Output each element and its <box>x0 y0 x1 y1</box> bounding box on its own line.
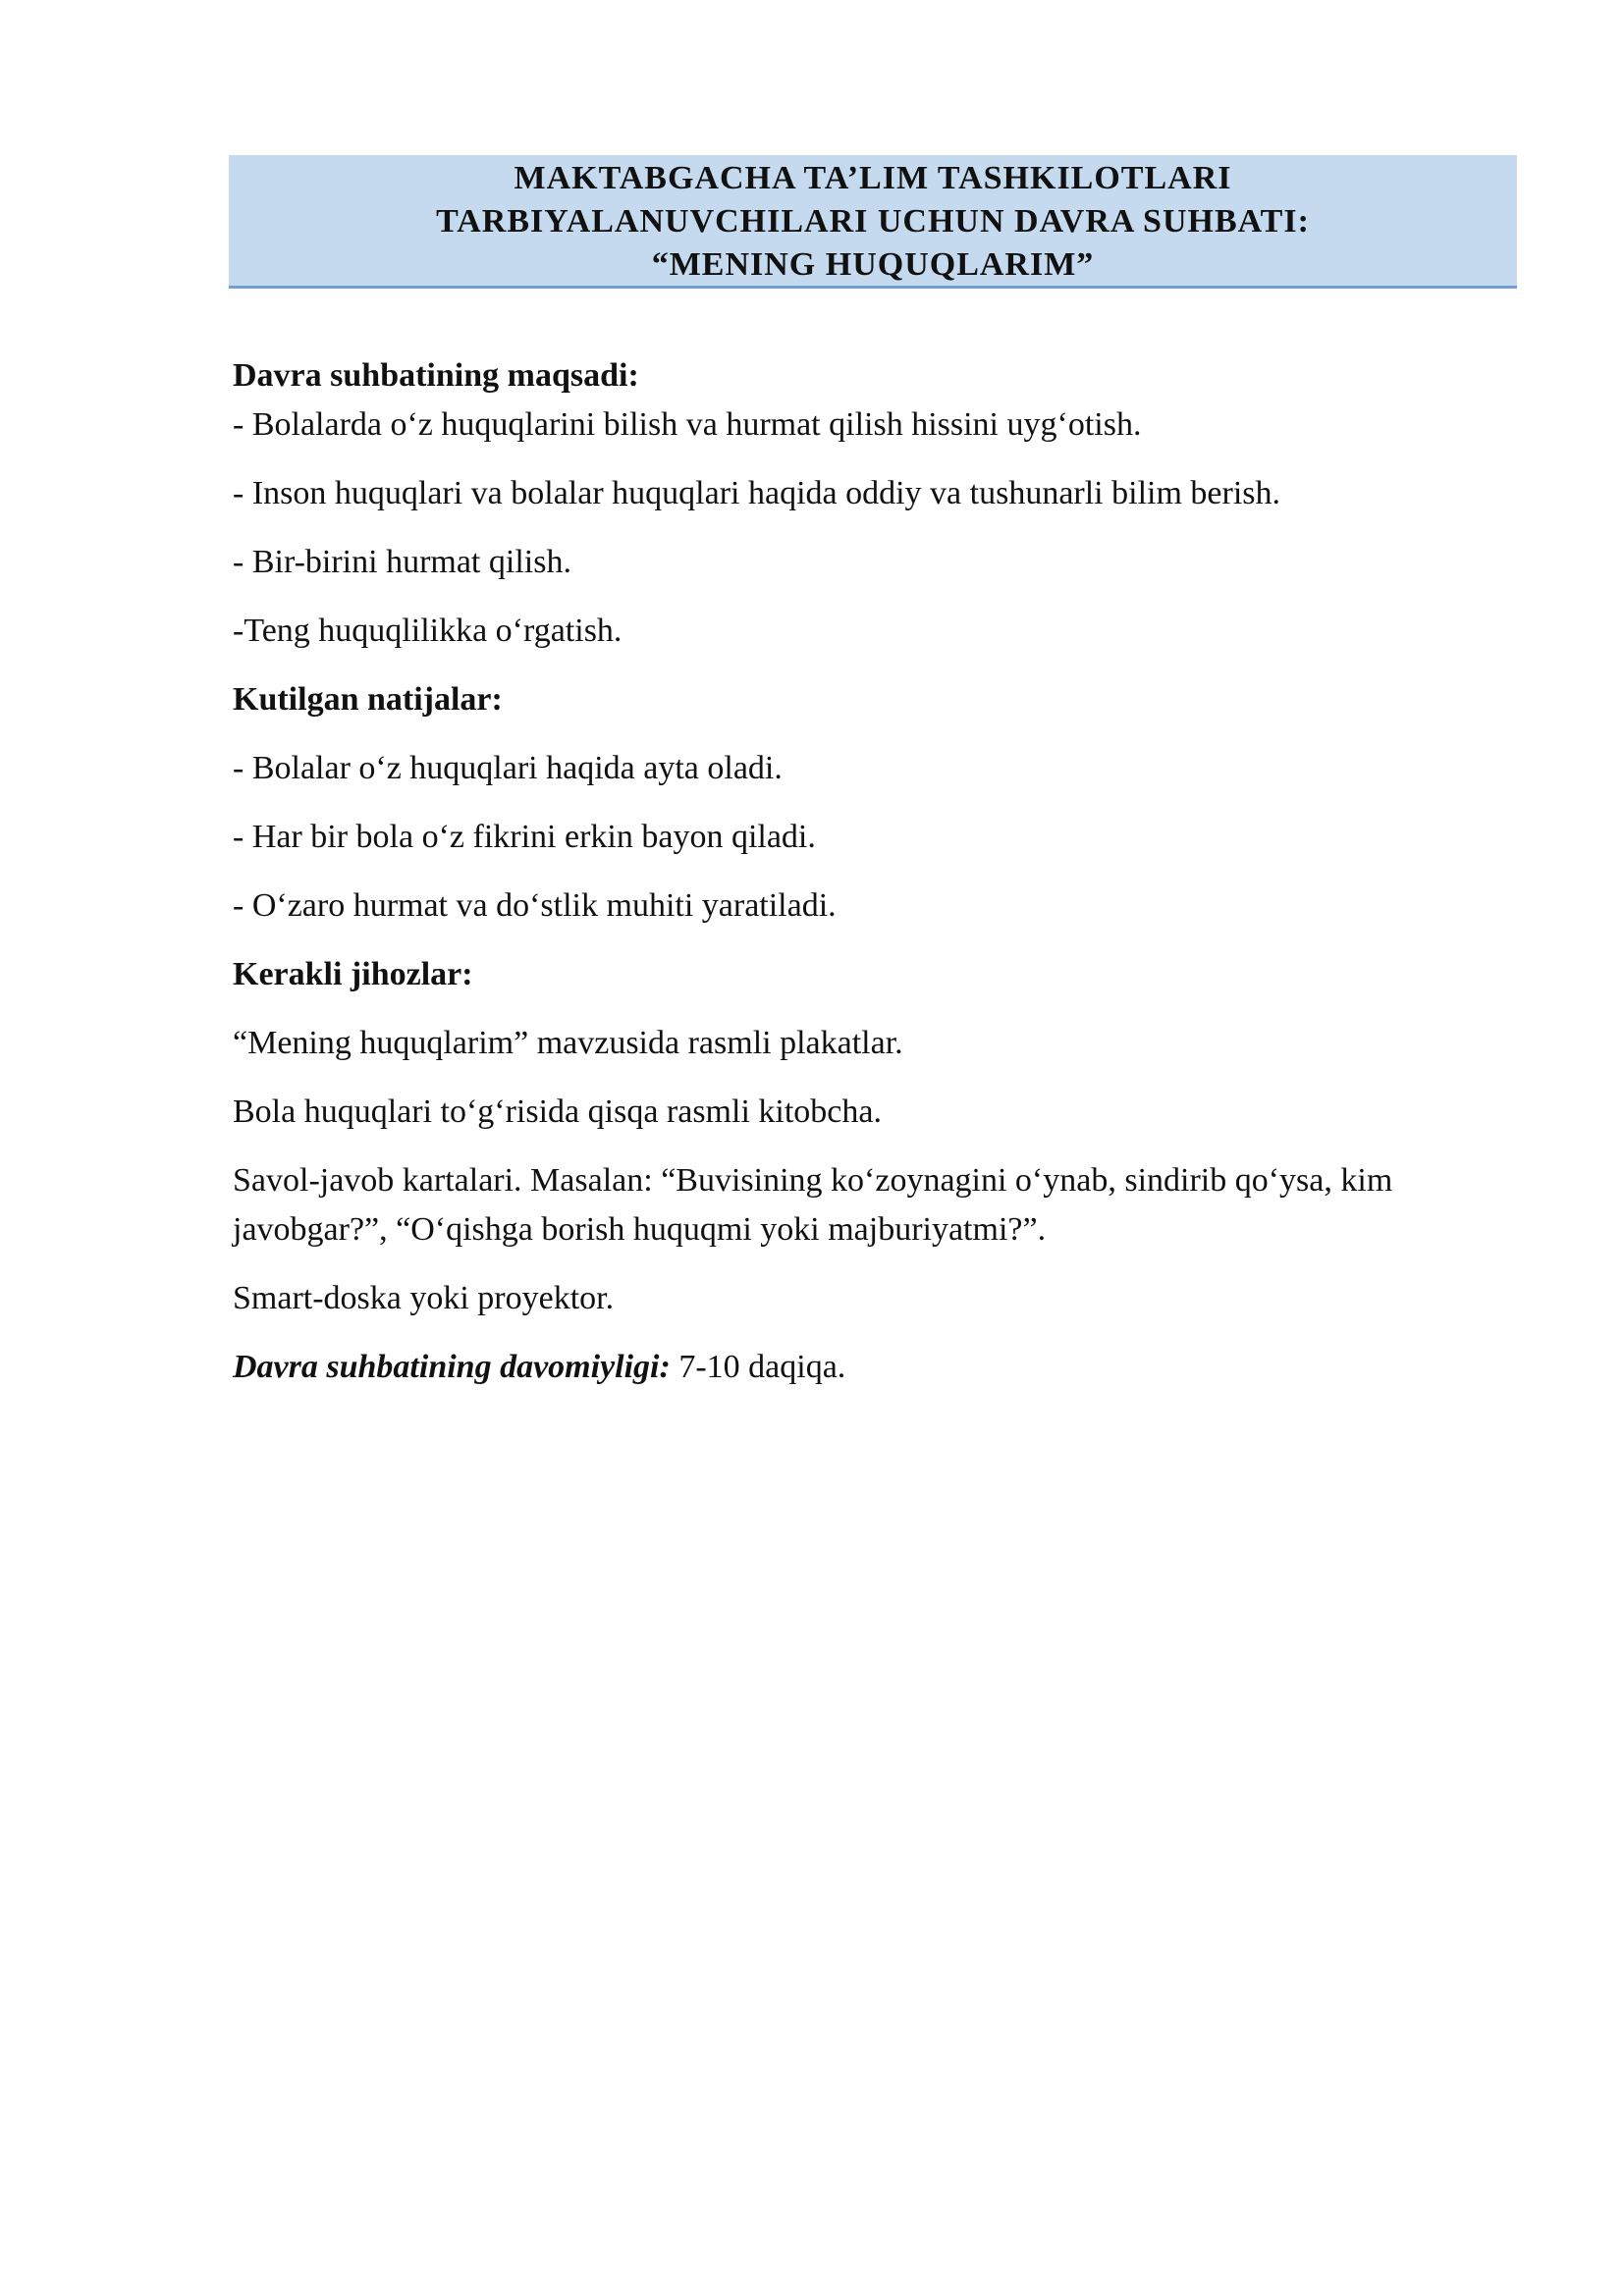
goal-item: - Bolalarda o‘z huquqlarini bilish va hurmat qilish hissini uyg‘otish. <box>233 406 1142 443</box>
duration-line <box>233 1343 1519 1392</box>
title-banner <box>229 155 1517 289</box>
result-item: - Har bir bola o‘z fikrini erkin bayon qiladi. <box>233 819 816 855</box>
equipment-item: Savol-javob kartalari. Masalan: “Buvisining ko‘zoynagini o‘ynab, sindirib qo‘ysa, kim javobgar?”, “O‘qishga borish huquqmi yoki majburiyatmi?”. <box>233 1162 1393 1248</box>
goals-heading: Davra suhbatining maqsadi: <box>233 357 639 394</box>
title-line-2: TARBIYALANUVCHILARI UCHUN DAVRA SUHBATI: <box>436 203 1310 240</box>
goal-item: - Bir-birini hurmat qilish. <box>233 544 571 580</box>
duration-label: Davra suhbatining davomiyligi: <box>233 1349 671 1385</box>
duration-value: 7-10 daqiqa. <box>670 1349 846 1385</box>
equipment-item: “Mening huquqlarim” mavzusida rasmli plakatlar. <box>233 1025 903 1061</box>
equipment-heading: Kerakli jihozlar: <box>233 956 473 992</box>
equipment-item: Bola huquqlari to‘g‘risida qisqa rasmli kitobcha. <box>233 1094 882 1130</box>
results-heading: Kutilgan natijalar: <box>233 681 503 718</box>
goal-item: - Inson huquqlari va bolalar huquqlari haqida oddiy va tushunarli bilim berish. <box>233 475 1280 511</box>
title-line-1: MAKTABGACHA TA’LIM TASHKILOTLARI <box>514 160 1232 196</box>
goal-item: -Teng huquqlilikka o‘rgatish. <box>233 613 623 649</box>
equipment-item: Smart-doska yoki proyektor. <box>233 1280 615 1316</box>
result-item: - O‘zaro hurmat va do‘stlik muhiti yaratiladi. <box>233 887 837 924</box>
document-body <box>233 351 1519 1392</box>
title-line-3: “MENING HUQUQLARIM” <box>651 246 1095 283</box>
result-item: - Bolalar o‘z huquqlari haqida ayta oladi. <box>233 750 783 786</box>
